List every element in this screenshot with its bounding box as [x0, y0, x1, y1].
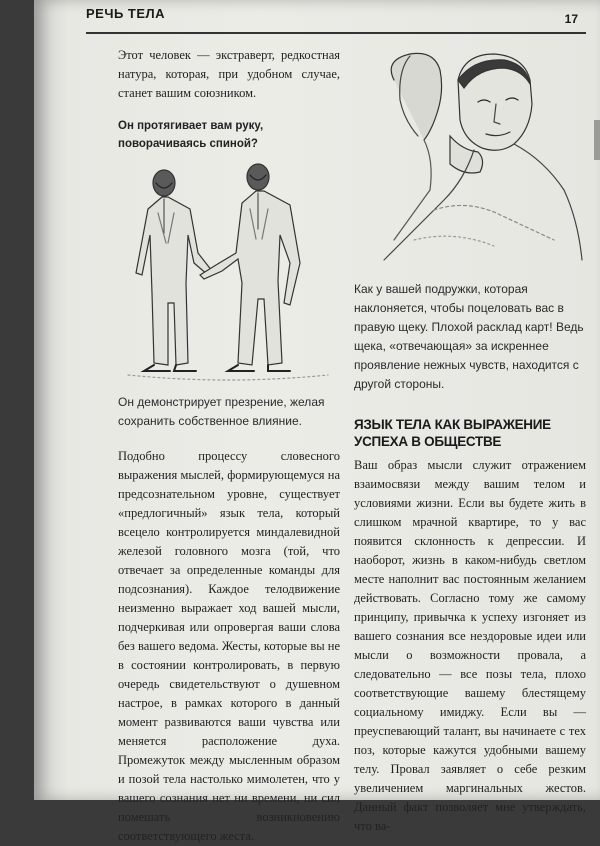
running-title: РЕЧЬ ТЕЛА: [86, 6, 166, 21]
cheek-kiss-illustration-icon: [354, 40, 586, 270]
caption-top: Он протягивает вам руку, поворачиваясь спиной?: [118, 120, 264, 150]
left-column: [118, 46, 340, 846]
page-number: 17: [564, 12, 578, 26]
intro-paragraph: Этот человек — экстраверт, редкостная натура, которая, при удобном случае, станет вашим союзником.: [118, 48, 340, 100]
handshake-men-illustration-icon: [118, 153, 340, 389]
left-body-paragraph: Подобно процессу словесного выражения мыслей, формирующемуся на предсознательном уровне, существует «предлогичный» язык тела, который всецело контролируется миндалевидной железой головного мозга (той, что отвечает за определенные команды для подсознания). Каждое телодвижение неизменно выражает ход вашей мысли, подчеркивая или опровергая ваши слова без вашего ведома. Жесты, которые вы не в состоянии контролировать, в первую очередь свидетельствуют о душевном настрое, в рамках которого в данный момент развиваются ваши чувства или меняется расположение духа. Промежуток между мысленным образом и позой тела настолько мимолетен, что у вашего сознания нет ни времени, ни сил помешать возникновению соответствующего жеста.: [118, 449, 340, 843]
right-caption: Как у вашей подружки, которая наклоняется, чтобы поцеловать вас в правую щеку. Плохой расклад карт! Ведь щека, «отвечающая» за искреннее проявление нежных чувств, находится с другой стороны.: [354, 282, 584, 391]
caption-bottom: Он демонстрирует презрение, желая сохранить собственное влияние.: [118, 395, 325, 428]
section-heading: ЯЗЫК ТЕЛА КАК ВЫРАЖЕНИЕ УСПЕХА В ОБЩЕСТВЕ: [354, 417, 551, 449]
book-page: [34, 0, 600, 843]
right-column: [354, 280, 586, 836]
page-edge-tab: [594, 120, 600, 160]
right-body-paragraph: Ваш образ мысли служит отражением взаимосвязи между вашим телом и условиями жизни. Если вы будете жить в слишком мрачной квартире, то у вас появится склонность к депрессии. И наоборот, жизнь в каком-нибудь светлом месте наполнит вас постоянным желанием действовать. Согласно тому же самому принципу, привычка к успеху изгоняет из вашего сознания все нездоровые идеи или мысли о возможности провала, а следовательно — все позы тела, плохо соответствующие вашему блестящему социальному имиджу. Если вы — преуспевающий талант, вы начинаете с тех поз, которые кажутся удобными вашему телу. Провал заявляет о себе резким увеличением маргинальных жестов. Данный факт позволяет мне утверждать, что ва-: [354, 458, 586, 833]
